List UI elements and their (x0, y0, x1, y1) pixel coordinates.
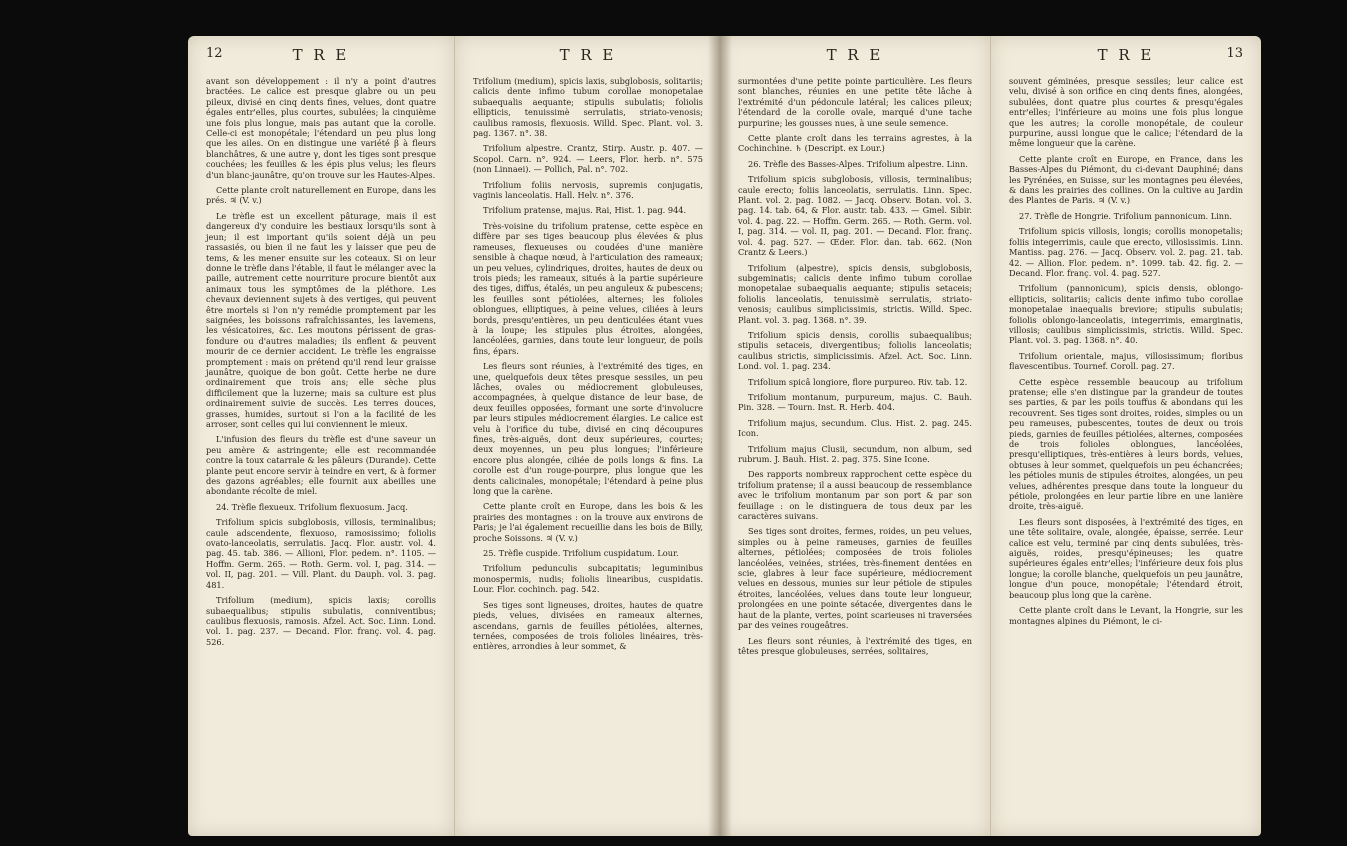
paragraph: surmontées d'une petite pointe particulière. Les fleurs sont blanches, réunies en une petite tête lâche à l'extrémité d'un pédoncule latéral; les calices pileux; l'étendard de la corolle ovale, marqué d'une tache purpurine; les gousses nues, à une seule semence. (738, 76, 972, 128)
paragraph: Trifolium (alpestre), spicis densis, subglobosis, subgeminatis; calicis dente infimo tubum corollae monopetalae subaequalis aequante; stipulis setaceis; foliolis lanceolatis, tenuissimè serrulatis, striato-venosis; caulibus simplicissimis, strictis. Willd. Spec. Plant. vol. 3. pag. 1368. n°. 39. (738, 262, 972, 325)
page-number: 13 (1226, 46, 1243, 61)
paragraph: Le trèfle est un excellent pâturage, mais il est dangereux d'y conduire les bestiaux lorsqu'ils sont à jeun; il est important qu'ils soient déjà un peu rassasiés, ou bien il ne faut les y laisser que peu de tems, & les mener ensuite sur les coteaux. Si on leur donne le trèfle dans l'étable, il faut le mélanger avec la paille, autrement cette nourriture procure bientôt aux animaux tous les symptômes de la pléthore. Les chevaux deviennent sujets à des vertiges, qui peuvent être mortels si l'on n'y remédie promptement par les saignées, les boissons rafraîchissantes, les lavemens, les vésicatoires, &c. Les moutons périssent de gras-fondure ou d'autres maladies; ils enflent & peuvent mourir de ce dernier accident. Le trèfle les engraisse promptement : mais on prétend qu'il rend leur graisse jaunâtre, quoique de bon goût. Cette herbe ne dure ordinairement que trois ans; elle sèche plus difficilement que la luzerne; mais sa culture est plus ordinairement suivie de succès. Les terres douces, grasses, humides, surtout si l'on a la facilité de les arroser, sont celles qui lui conviennent le mieux. (206, 210, 436, 429)
running-head-title: T R E (292, 46, 350, 64)
paragraph: Trifolium majus Clusii, secundum, non album, sed rubrum. J. Bauh. Hist. 2. pag. 375. Sine Icone. (738, 443, 972, 464)
paragraph: Des rapports nombreux rapprochent cette espèce du trifolium pratense; il a aussi beaucoup de ressemblance avec le trifolium montanum par son port & par son feuillage : on le distinguera de tous deux par les caractères suivans. (738, 469, 972, 522)
paragraph: 27. Trèfle de Hongrie. Trifolium pannonicum. Linn. (1019, 210, 1232, 221)
paragraph: Cette plante croît en Europe, en France, dans les Basses-Alpes du Piémont, du ci-devant Dauphiné; dans les Pyrénées, en Suisse, sur les montagnes peu élevées, & dans les prairies des collines. On la cultive au Jardin des Plantes de Paris. ♃ (V. v.) (1009, 153, 1243, 206)
paragraph: Trifolium alpestre. Crantz, Stirp. Austr. p. 407. — Scopol. Carn. n°. 924. — Leers, Flor. herb. n°. 575 (non Linnaei). — Pollich, Pal. n°. 702. (473, 143, 703, 175)
book-gutter (708, 36, 732, 836)
paragraph: Trifolium spicis subglobosis, villosis, terminalibus; caule adscendente, flexuoso, ramosissimo; foliolis ovato-lanceolatis, serrulatis. Jacq. Flor. austr. vol. 4. pag. 45. tab. 386. — Allioni, Flor. pedem. n°. 1105. — Hoffm. Germ. 265. — Roth. Germ. vol. I, pag. 314. — vol. II, pag. 201. — Vill. Plant. du Dauph. vol. 3. pag. 481. (206, 517, 436, 590)
running-head (206, 46, 436, 72)
paragraph: Trifolium (pannonicum), spicis densis, oblongo-ellipticis, solitariis; calicis dente infimo tubo corollae monopetalae inaequalis breviore; stipulis subulatis; foliolis oblongo-lanceolatis, integerrimis, emarginatis, villosis; caulibus simplicissimis, strictis. Willd. Spec. Plant. vol. 3. pag. 1368. n°. 40. (1009, 283, 1243, 346)
running-head-title: T R E (826, 46, 884, 64)
paragraph: Trifolium foliis nervosis, supremis conjugatis, vaginis lanceolatis. Hall. Helv. n°. 376. (473, 179, 703, 201)
page-left-outer (188, 36, 454, 836)
paragraph: Cette plante croît dans le Levant, la Hongrie, sur les montagnes alpines du Piémont, le ci- (1009, 605, 1243, 626)
text-column (738, 76, 972, 656)
page-right-inner (720, 36, 990, 836)
paragraph: Trifolium majus, secundum. Clus. Hist. 2. pag. 245. Icon. (738, 417, 972, 439)
paragraph: Les fleurs sont réunies, à l'extrémité des tiges, en une, quelquefois deux têtes presque sessiles, un peu lâches, ovales ou médiocrement globuleuses, accompagnées, à quelque distance de leur base, de deux feuilles opposées, formant une sorte d'involucre par leurs stipules médiocrement élargies. Le calice est velu à l'orifice du tube, divisé en cinq découpures fines, très-aiguës, dont deux supérieures, courtes; deux moyennes, un peu plus longues; l'inférieure encore plus alongée, ciliée de poils longs & fins. La corolle est d'un rouge-pourpre, plus longue que les dents calicinales, monopétale; l'étendard à peine plus long que la carène. (473, 361, 703, 497)
paragraph: Cette plante croît dans les terrains agrestes, à la Cochinchine. ♄ (Descript. ex Lour.) (738, 133, 972, 154)
text-column (473, 76, 703, 652)
paragraph: Trifolium spicâ longiore, flore purpureo. Riv. tab. 12. (748, 376, 968, 387)
paragraph: Trifolium pratense, majus. Rai, Hist. 1. pag. 944. (483, 205, 687, 216)
paragraph: Cette plante croît en Europe, dans les bois & les prairies des montagnes : on la trouve aux environs de Paris; je l'ai également recueillie dans les bois de Billy, proche Soissons. ♃ (V. v.) (473, 501, 703, 543)
running-head-title: T R E (1097, 46, 1155, 64)
paragraph: 24. Trèfle flexueux. Trifolium flexuosum. Jacq. (216, 501, 408, 512)
paragraph: Trifolium spicis villosis, longis; corollis monopetalis; foliis integerrimis, caule que erecto, villosissimis. Linn. Mantiss. pag. 276. — Jacq. Observ. vol. 2. pag. 21. tab. 42. — Allion. Flor. pedem. n°. 1099. tab. 42. fig. 2. — Decand. Flor. franç. vol. 4. pag. 527. (1009, 226, 1243, 278)
running-head-title: T R E (559, 46, 617, 64)
paragraph: Trifolium pedunculis subcapitatis; leguminibus monospermis, nudis; foliolis linearibus, cuspidatis. Lour. Flor. cochinch. pag. 542. (473, 563, 703, 595)
running-head (1009, 46, 1243, 72)
paragraph: L'infusion des fleurs du trèfle est d'une saveur un peu amère & astringente; elle est recommandée contre la toux catarrale & les pâleurs (Durande). Cette plante peut encore servir à teindre en vert, & à former des gazons agréables; elle fournit aux abeilles une abondante récolte de miel. (206, 434, 436, 497)
running-head (473, 46, 703, 72)
paragraph: Trifolium (medium), spicis laxis; corollis subaequalibus; stipulis subulatis, conniventibus; caulibus flexuosis, ramosis. Afzel. Act. Soc. Linn. Lond. vol. 1. pag. 237. — Decand. Flor. franç. vol. 4. pag. 526. (206, 595, 436, 647)
paragraph: Cette plante croît naturellement en Europe, dans les prés. ♃ (V. v.) (206, 185, 436, 206)
paragraph: Trifolium (medium), spicis laxis, subglobosis, solitariis; calicis dente infimo tubum corollae monopetalae subaequalis aequante; stipulis subulatis; foliolis ellipticis, tenuissimè serrulatis, striato-venosis; caulibus ramosis, flexuosis. Willd. Spec. Plant. vol. 3. pag. 1367. n°. 38. (473, 76, 703, 139)
paragraph: Ses tiges sont droites, fermes, roides, un peu velues, simples ou à peine rameuses, garnies de feuilles alternes, pétiolées; composées de trois folioles lancéolées, veinées, striées, très-finement dentées en scie, glabres à leur face supérieure, médiocrement velues en dessous, munies sur leur pétiole de stipules étroites, lancéolées, velues dans toute leur longueur, prolongées en une pointe sétacée, divergentes dans le haut de la plante, vertes, point scarieuses ni traversées par des veines rougeâtres. (738, 526, 972, 631)
text-column (1009, 76, 1243, 626)
paragraph: Ses tiges sont ligneuses, droites, hautes de quatre pieds, velues, divisées en rameaux alternes, ascendans, garnis de feuilles pétiolées, alternes, ternées, composées de trois folioles linéaires, très-entières, arrondies à leur sommet, & (473, 599, 703, 652)
page-number: 12 (206, 46, 223, 61)
paragraph: Trifolium spicis subglobosis, villosis, terminalibus; caule erecto; foliis lanceolatis, serrulatis. Linn. Spec. Plant. vol. 2. pag. 1082. — Jacq. Observ. Botan. vol. 3. pag. 14. tab. 64, & Flor. austr. tab. 433. — Gmel. Sibir. vol. 4. pag. 22. — Hoffm. Germ. 265. — Roth. Germ. vol. I, pag. 314. — vol. II, pag. 201. — Decand. Flor. franç. vol. 4. pag. 527. — Œder. Flor. dan. tab. 662. (Non Crantz & Leers.) (738, 174, 972, 258)
paragraph: Trifolium montanum, purpureum, majus. C. Bauh. Pin. 328. — Tourn. Inst. R. Herb. 404. (738, 391, 972, 413)
paragraph: Trifolium orientale, majus, villosissimum; floribus flavescentibus. Tournef. Coroll. pag. 27. (1009, 350, 1243, 372)
paragraph: Très-voisine du trifolium pratense, cette espèce en diffère par ses tiges beaucoup plus élevées & plus rameuses, flexueuses ou coudées d'une manière sensible à chaque nœud, à l'articulation des rameaux; un peu velues, cylindriques, droites, hautes de deux ou trois pieds; les rameaux, situés à la partie supérieure des tiges, diffus, étalés, un peu anguleux & pubescens; les feuilles sont pétiolées, alternes; les folioles oblongues, elliptiques, à peine velues, ciliées à leurs bords, presqu'entières, un peu denticulées étant vues à la loupe; les stipules plus étroites, alongées, lancéolées, garnies, dans toute leur longueur, de poils fins, épars. (473, 220, 703, 356)
text-column (206, 76, 436, 647)
paragraph: Les fleurs sont réunies, à l'extrémité des tiges, en têtes presque globuleuses, serrées, solitaires, (738, 635, 972, 656)
paragraph: 26. Trèfle des Basses-Alpes. Trifolium alpestre. Linn. (748, 158, 968, 169)
paragraph: Cette espèce ressemble beaucoup au trifolium pratense; elle s'en distingue par la grandeur de toutes ses parties, & par les poils touffus & abondans qui les recouvrent. Ses tiges sont droites, roides, simples ou un peu rameuses, pubescentes, toutes de deux ou trois pieds, garnies de feuilles pétiolées, alternes, composées de trois folioles oblongues, lancéolées, presqu'elliptiques, très-entières à leurs bords, velues, obtuses à leur sommet, quelquefois un peu échancrées; les pétioles munis de stipules étroites, alongées, un peu velues, adhérentes presque dans toute la longueur du pétiole, prolongées en leur partie libre en une lanière droite, très-aiguë. (1009, 376, 1243, 512)
paragraph: souvent géminées, presque sessiles; leur calice est velu, divisé à son orifice en cinq dents fines, alongées, subulées, dont quatre plus courtes & presqu'égales entr'elles; l'inférieure au moins une fois plus longue que les autres; la corolle monopétale, de couleur purpurine, aussi longue que le calice; l'étendard de la même longueur que la carène. (1009, 76, 1243, 149)
page-left-inner (454, 36, 721, 836)
paragraph: 25. Trèfle cuspide. Trifolium cuspidatum. Lour. (483, 548, 679, 559)
paragraph: Trifolium spicis densis, corollis subaequalibus; stipulis setaceis, divergentibus; foliolis lanceolatis; caulibus strictis, simplicissimis. Afzel. Act. Soc. Linn. Lond. vol. 1. pag. 234. (738, 329, 972, 372)
paragraph: avant son développement : il n'y a point d'autres bractées. Le calice est presque glabre ou un peu pileux, divisé en cinq dents fines, velues, dont quatre égales entr'elles, plus courtes, subulées; la cinquième une fois plus longue, mais pas autant que la corolle. Celle-ci est monopétale; l'étendard un peu plus long que les ailes. On en distingue une variété β à fleurs blanchâtres, & une autre γ, dont les tiges sont presque couchées; les feuilles & les épis plus velus; les fleurs d'un blanc-jaunâtre, qu'on trouve sur les Hautes-Alpes. (206, 76, 436, 180)
page-right-outer (990, 36, 1261, 836)
running-head (738, 46, 972, 72)
paragraph: Les fleurs sont disposées, à l'extrémité des tiges, en une tête solitaire, ovale, alongée, épaisse, serrée. Leur calice est velu, terminé par cinq dents subulées, très-aiguës, roides, presqu'épineuses; les quatre supérieures égales entr'elles; l'inférieure deux fois plus longue; la corolle blanche, quelquefois un peu jaunâtre, longue d'un pouce, monopétale; l'étendard étroit, beaucoup plus long que la carène. (1009, 516, 1243, 600)
